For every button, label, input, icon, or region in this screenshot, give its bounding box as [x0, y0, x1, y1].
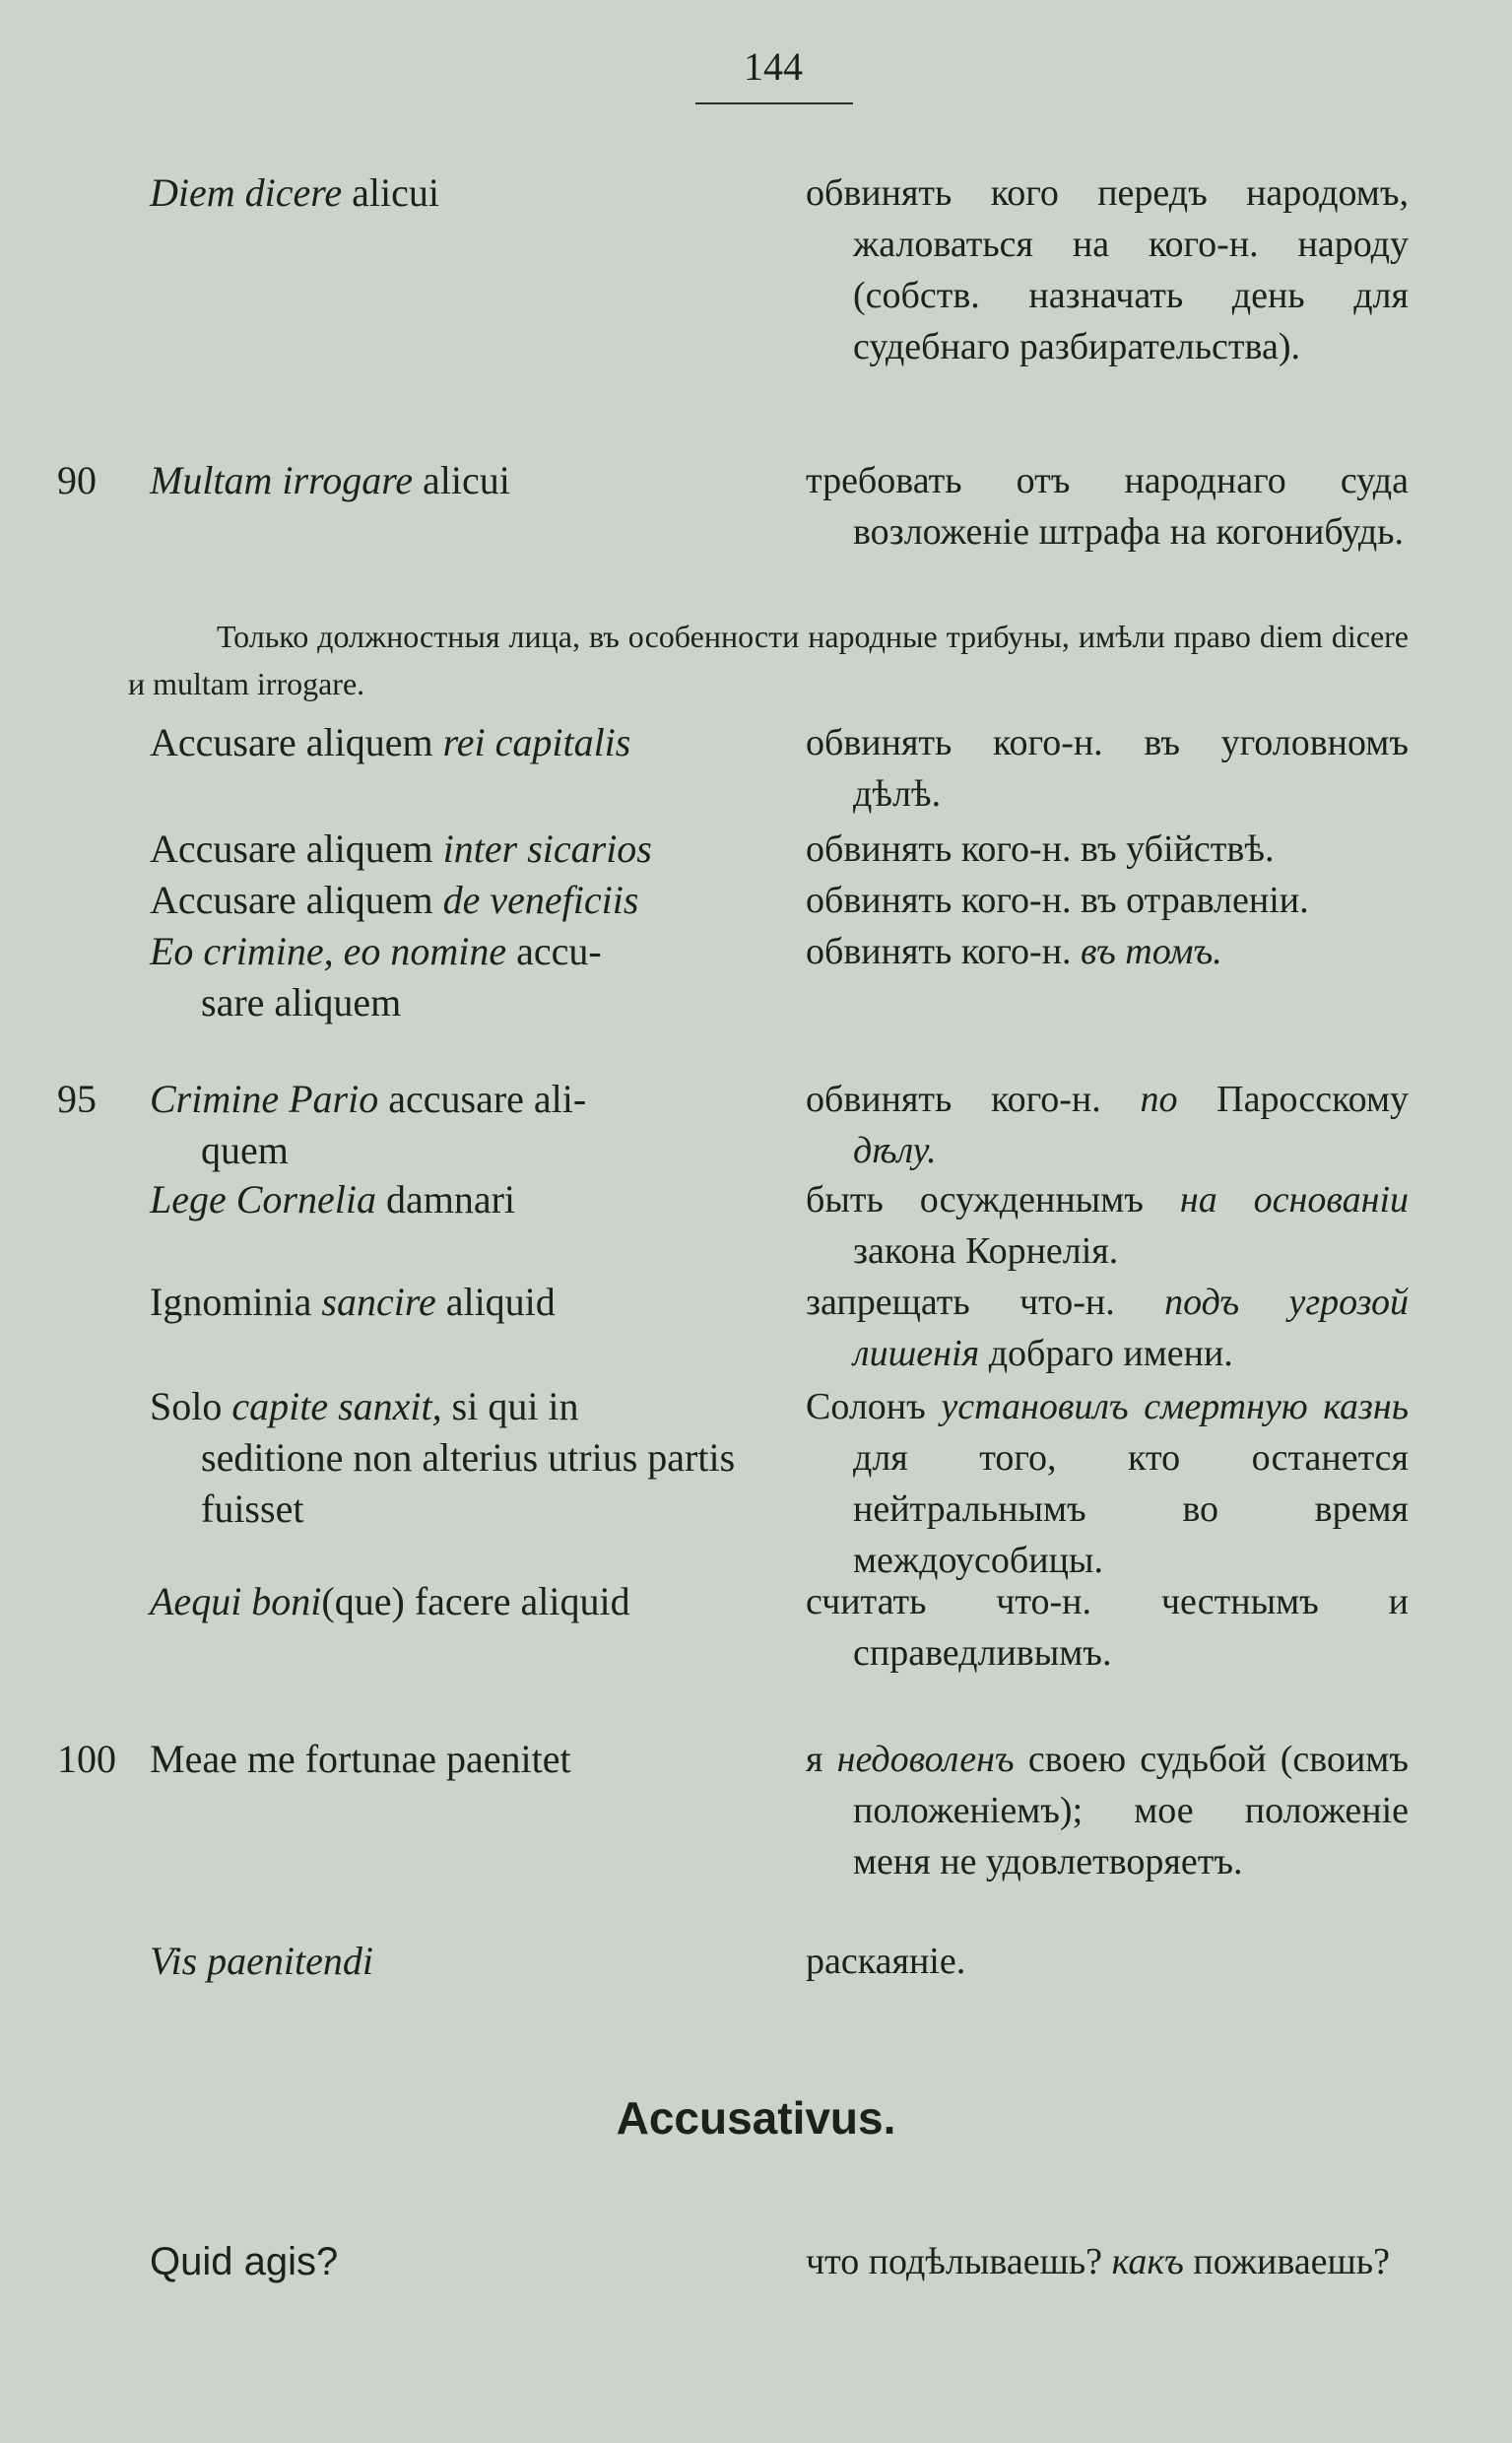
- latin-phrase: [150, 824, 765, 875]
- text-segment: поживаешь?: [1183, 2241, 1391, 2282]
- text-segment: недоволенъ: [836, 1739, 1015, 1780]
- text-segment: Vis paenitendi: [150, 1939, 373, 1983]
- text-segment: alicui: [413, 458, 510, 502]
- text-segment: Quid agis?: [150, 2240, 339, 2283]
- text-segment: какъ: [1111, 2241, 1184, 2282]
- text-segment: Accusare aliquem: [150, 720, 443, 764]
- translation-text: [806, 1386, 1409, 1581]
- translation-text: [806, 172, 1409, 367]
- latin-phrase: [150, 1381, 765, 1535]
- translation-text: [806, 460, 1409, 553]
- latin-phrase: [150, 1936, 765, 1987]
- russian-translation: [806, 926, 1409, 977]
- translation-text: [806, 1079, 1409, 1171]
- text-segment: добраго имени.: [979, 1333, 1233, 1374]
- russian-translation: [806, 1174, 1409, 1277]
- text-segment: обвинять кого-н. въ убійствѣ.: [806, 828, 1275, 870]
- text-segment: accusare ali-: [378, 1077, 587, 1121]
- text-segment: что подѣлываешь?: [806, 2241, 1112, 2282]
- text-segment: обвинять кого-н. въ отравленіи.: [806, 880, 1309, 921]
- translation-text: [806, 828, 1274, 870]
- text-segment: быть осужденнымъ: [806, 1179, 1180, 1221]
- text-segment: Солонъ: [806, 1386, 942, 1427]
- text-segment: своею судьбой (своимъ положеніемъ); мое положеніе меня не удовлетворяетъ.: [853, 1739, 1409, 1882]
- russian-translation: [806, 1381, 1409, 1586]
- latin-phrase: [150, 717, 765, 768]
- latin-phrase-continuation: quem: [201, 1128, 289, 1172]
- text-segment: alicui: [342, 170, 439, 215]
- translation-text: [806, 1941, 965, 1982]
- russian-translation: [806, 455, 1409, 558]
- latin-phrase: [150, 1074, 765, 1176]
- russian-translation: [806, 1576, 1409, 1679]
- text-segment: Meae me fortunae paenitet: [150, 1737, 571, 1781]
- russian-translation: [806, 1277, 1409, 1379]
- text-segment: Lege Cornelia: [150, 1177, 376, 1222]
- text-segment: я: [806, 1739, 837, 1780]
- latin-phrase: [150, 455, 765, 506]
- latin-phrase: [150, 1277, 765, 1328]
- text-segment: установилъ смертную казнь: [941, 1386, 1409, 1427]
- translation-text: [806, 722, 1409, 815]
- entry-number: 95: [57, 1077, 97, 1121]
- text-segment: accu-: [506, 929, 602, 973]
- translation-text: [806, 1581, 1409, 1674]
- text-segment: обвинять кого-н. въ уголовномъ дѣлѣ.: [806, 722, 1409, 815]
- text-segment: Accusare aliquem: [150, 878, 443, 922]
- entry-number: 100: [57, 1737, 116, 1781]
- text-segment: Паросскому: [1177, 1079, 1410, 1120]
- russian-translation: [806, 875, 1409, 926]
- latin-phrase: [150, 875, 765, 926]
- russian-translation: [806, 1734, 1409, 1887]
- text-segment: закона Корнелія.: [853, 1230, 1119, 1272]
- latin-phrase-continuation: sare aliquem: [201, 980, 402, 1024]
- text-segment: требовать отъ народнаго суда возложеніе штрафа на когонибудь.: [806, 460, 1409, 553]
- translation-text: [806, 1282, 1409, 1374]
- text-segment: для того, кто останется нейтральнымъ во время междоусобицы.: [853, 1437, 1409, 1581]
- russian-translation: [806, 1074, 1409, 1176]
- text-segment: capite sanxit,: [231, 1384, 442, 1428]
- text-segment: Multam irrogare: [150, 458, 414, 502]
- text-segment: (que) facere aliquid: [321, 1579, 630, 1623]
- text-segment: Eo crimine, eo nomine: [150, 929, 507, 973]
- text-segment: Aequi boni: [150, 1579, 322, 1623]
- text-segment: обвинять кого-н.: [806, 1079, 1141, 1120]
- text-segment: aliquid: [435, 1280, 556, 1324]
- translation-text: [806, 1179, 1409, 1272]
- text-segment: damnari: [375, 1177, 516, 1222]
- text-segment: Diem dicere: [150, 170, 343, 215]
- latin-phrase: [150, 926, 765, 1028]
- text-segment: дѣлу.: [853, 1130, 937, 1171]
- text-segment: запрещать что-н.: [806, 1282, 1165, 1323]
- latin-phrase: [150, 1174, 765, 1225]
- text-segment: sancire: [321, 1280, 436, 1324]
- text-segment: на основаніи: [1179, 1179, 1409, 1221]
- text-segment: de veneficiis: [442, 878, 639, 922]
- note-text: Только должностныя лица, въ особенности народные трибуны, имѣли право diem dicere и multam irrogare.: [128, 619, 1409, 701]
- translation-text: [806, 1739, 1409, 1882]
- latin-phrase-continuation: seditione non alterius utrius partis fuisset: [201, 1435, 736, 1531]
- translation-text: [806, 2241, 1390, 2282]
- latin-phrase: [150, 167, 765, 219]
- latin-phrase: [150, 1734, 765, 1785]
- russian-translation: [806, 717, 1409, 820]
- text-segment: въ томъ.: [1081, 931, 1222, 972]
- russian-translation: [806, 1936, 1409, 1987]
- text-segment: inter sicarios: [442, 826, 652, 871]
- text-segment: Accusare aliquem: [150, 826, 443, 871]
- text-segment: si qui in: [441, 1384, 579, 1428]
- text-segment: подъ угрозой лишенія: [853, 1282, 1409, 1374]
- text-segment: по: [1140, 1079, 1178, 1120]
- russian-translation: [806, 824, 1409, 875]
- text-segment: rei capitalis: [442, 720, 631, 764]
- text-segment: Ignominia: [150, 1280, 322, 1324]
- footnote-paragraph: [128, 613, 1409, 707]
- page-number: 144: [744, 44, 803, 89]
- entry-number: 90: [57, 458, 97, 502]
- russian-translation: [806, 167, 1409, 372]
- russian-translation: [806, 2236, 1409, 2287]
- text-segment: Solo: [150, 1384, 232, 1428]
- latin-phrase: [150, 2236, 765, 2287]
- section-heading: Accusativus.: [616, 2092, 896, 2144]
- translation-text: [806, 880, 1309, 921]
- translation-text: [806, 931, 1222, 972]
- text-segment: считать что-н. честнымъ и справедливымъ.: [806, 1581, 1409, 1674]
- text-segment: Crimine Pario: [150, 1077, 379, 1121]
- text-segment: обвинять кого-н.: [806, 931, 1082, 972]
- text-segment: раскаяніе.: [806, 1941, 966, 1982]
- text-segment: обвинять кого передъ народомъ, жаловаться на кого-н. народу (собств. назначать день для судебнаго разбирательства).: [806, 172, 1409, 367]
- latin-phrase: [150, 1576, 765, 1627]
- page-number-rule: [695, 102, 853, 104]
